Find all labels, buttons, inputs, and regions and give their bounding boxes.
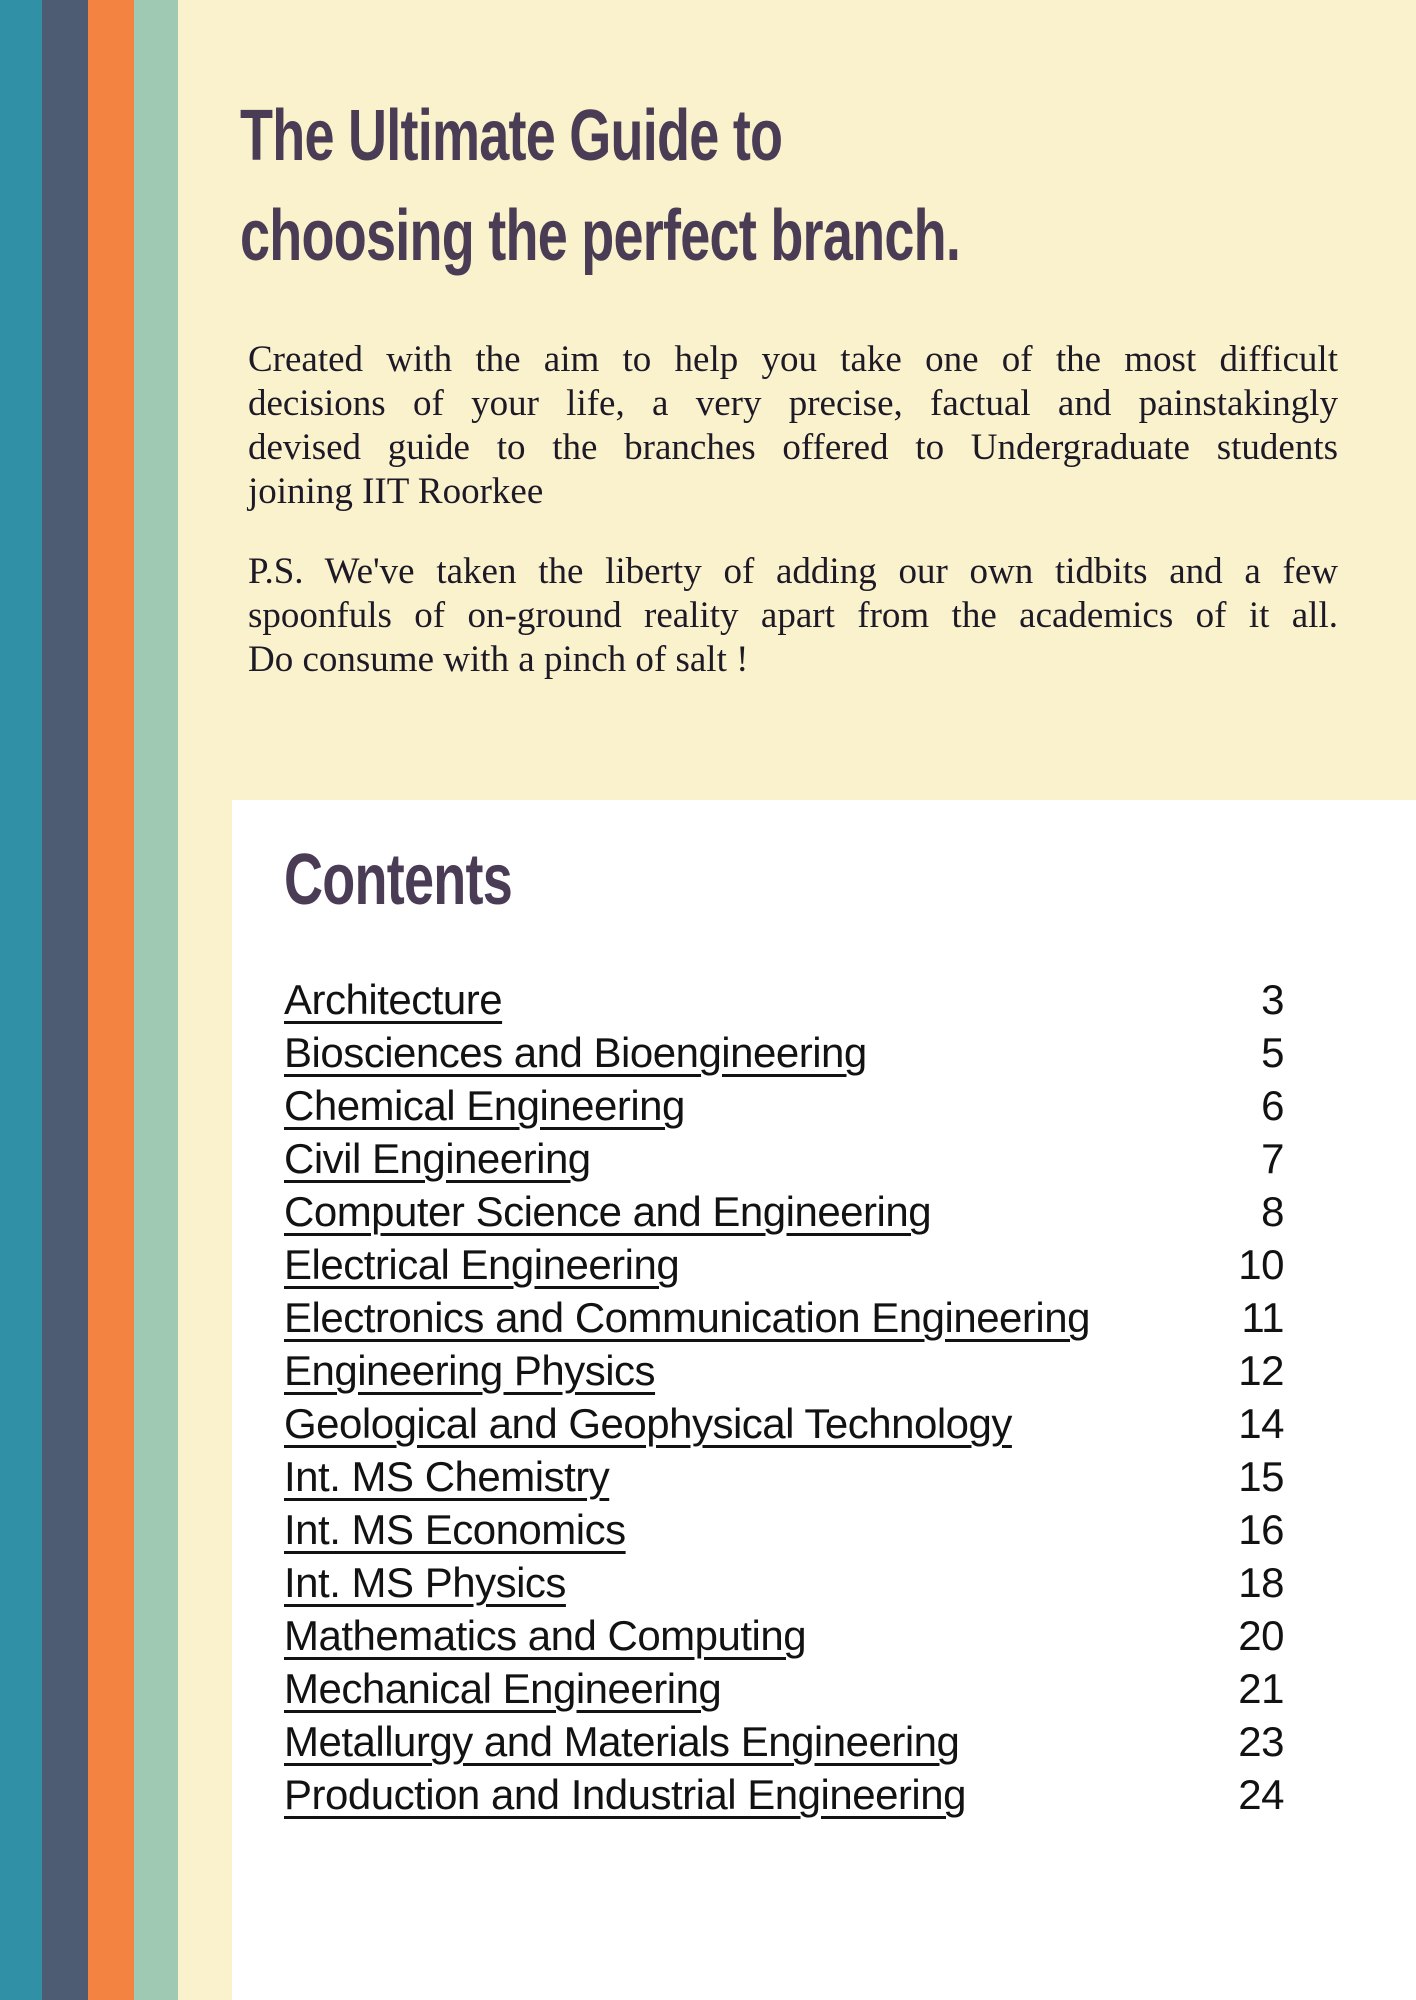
toc-link-int-ms-chemistry[interactable]: Int. MS Chemistry [284,1453,610,1500]
toc-row [284,1026,1284,1079]
toc-page-number: 6 [1261,1082,1284,1129]
toc-page-number: 12 [1238,1347,1284,1394]
toc-row [284,1715,1284,1768]
toc-row [284,1291,1284,1344]
toc-page-number: 7 [1261,1135,1284,1182]
toc-page-number: 20 [1238,1612,1284,1659]
toc-page-number: 14 [1238,1400,1284,1447]
toc-row [284,1556,1284,1609]
toc-link-metallurgy-and-materials-engineering[interactable]: Metallurgy and Materials Engineering [284,1718,960,1765]
toc-page-number: 11 [1241,1294,1284,1341]
stripe-orange [88,0,134,2000]
toc-link-chemical-engineering[interactable]: Chemical Engineering [284,1082,685,1129]
toc-row [284,1503,1284,1556]
toc-row [284,1397,1284,1450]
toc-row [284,1344,1284,1397]
contents-card [232,800,1416,2000]
toc-page-number: 10 [1238,1241,1284,1288]
toc-link-int-ms-physics[interactable]: Int. MS Physics [284,1559,566,1606]
intro-p1-line: devised guide to the branches offered to Undergraduate students [248,427,1338,468]
toc-link-electronics-and-communication-engineering[interactable]: Electronics and Communication Engineering [284,1294,1090,1341]
toc-page-number: 18 [1238,1559,1284,1606]
page-title-line1: The Ultimate Guide to [240,96,783,176]
toc-row [284,1609,1284,1662]
toc-link-mechanical-engineering[interactable]: Mechanical Engineering [284,1665,722,1712]
intro-p2-line: spoonfuls of on-ground reality apart from the academics of it all. [248,595,1338,636]
page-title [240,86,960,286]
toc-link-geological-and-geophysical-technology[interactable]: Geological and Geophysical Technology [284,1400,1012,1447]
toc-row [284,1768,1284,1821]
intro-paragraph-1 [248,338,1338,514]
toc-link-biosciences-and-bioengineering[interactable]: Biosciences and Bioengineering [284,1029,867,1076]
stripe-sage [134,0,178,2000]
toc-page-number: 24 [1238,1771,1284,1818]
toc-page-number: 8 [1261,1188,1284,1235]
toc-page-number: 21 [1238,1665,1284,1712]
intro-p1-line: decisions of your life, a very precise, factual and painstakingly [248,383,1338,424]
toc-page-number: 3 [1261,976,1284,1023]
toc-link-electrical-engineering[interactable]: Electrical Engineering [284,1241,680,1288]
page-title-line2: choosing the perfect branch. [240,196,961,276]
stripe-slate [42,0,88,2000]
stripe-teal [0,0,42,2000]
toc-link-computer-science-and-engineering[interactable]: Computer Science and Engineering [284,1188,932,1235]
toc-link-civil-engineering[interactable]: Civil Engineering [284,1135,591,1182]
contents-heading: Contents [284,840,512,920]
toc-row [284,1079,1284,1132]
toc-link-production-and-industrial-engineering[interactable]: Production and Industrial Engineering [284,1771,966,1818]
intro-p2-line: P.S. We've taken the liberty of adding our own tidbits and a few [248,551,1338,592]
toc-row [284,1132,1284,1185]
toc-row [284,1238,1284,1291]
toc-link-architecture[interactable]: Architecture [284,976,503,1023]
toc-page-number: 15 [1238,1453,1284,1500]
intro-p1-line: Created with the aim to help you take one of the most difficult [248,339,1338,380]
table-of-contents [284,973,1284,1821]
toc-row [284,1450,1284,1503]
toc-link-mathematics-and-computing[interactable]: Mathematics and Computing [284,1612,807,1659]
intro-paragraph-2 [248,550,1338,682]
toc-row [284,1185,1284,1238]
intro-p2-line: Do consume with a pinch of salt ! [248,639,749,680]
toc-link-engineering-physics[interactable]: Engineering Physics [284,1347,656,1394]
toc-page-number: 16 [1238,1506,1284,1553]
toc-page-number: 5 [1261,1029,1284,1076]
toc-page-number: 23 [1238,1718,1284,1765]
toc-row [284,1662,1284,1715]
toc-link-int-ms-economics[interactable]: Int. MS Economics [284,1506,626,1553]
intro-text [248,338,1338,718]
intro-p1-line: joining IIT Roorkee [248,471,544,512]
toc-row [284,973,1284,1026]
